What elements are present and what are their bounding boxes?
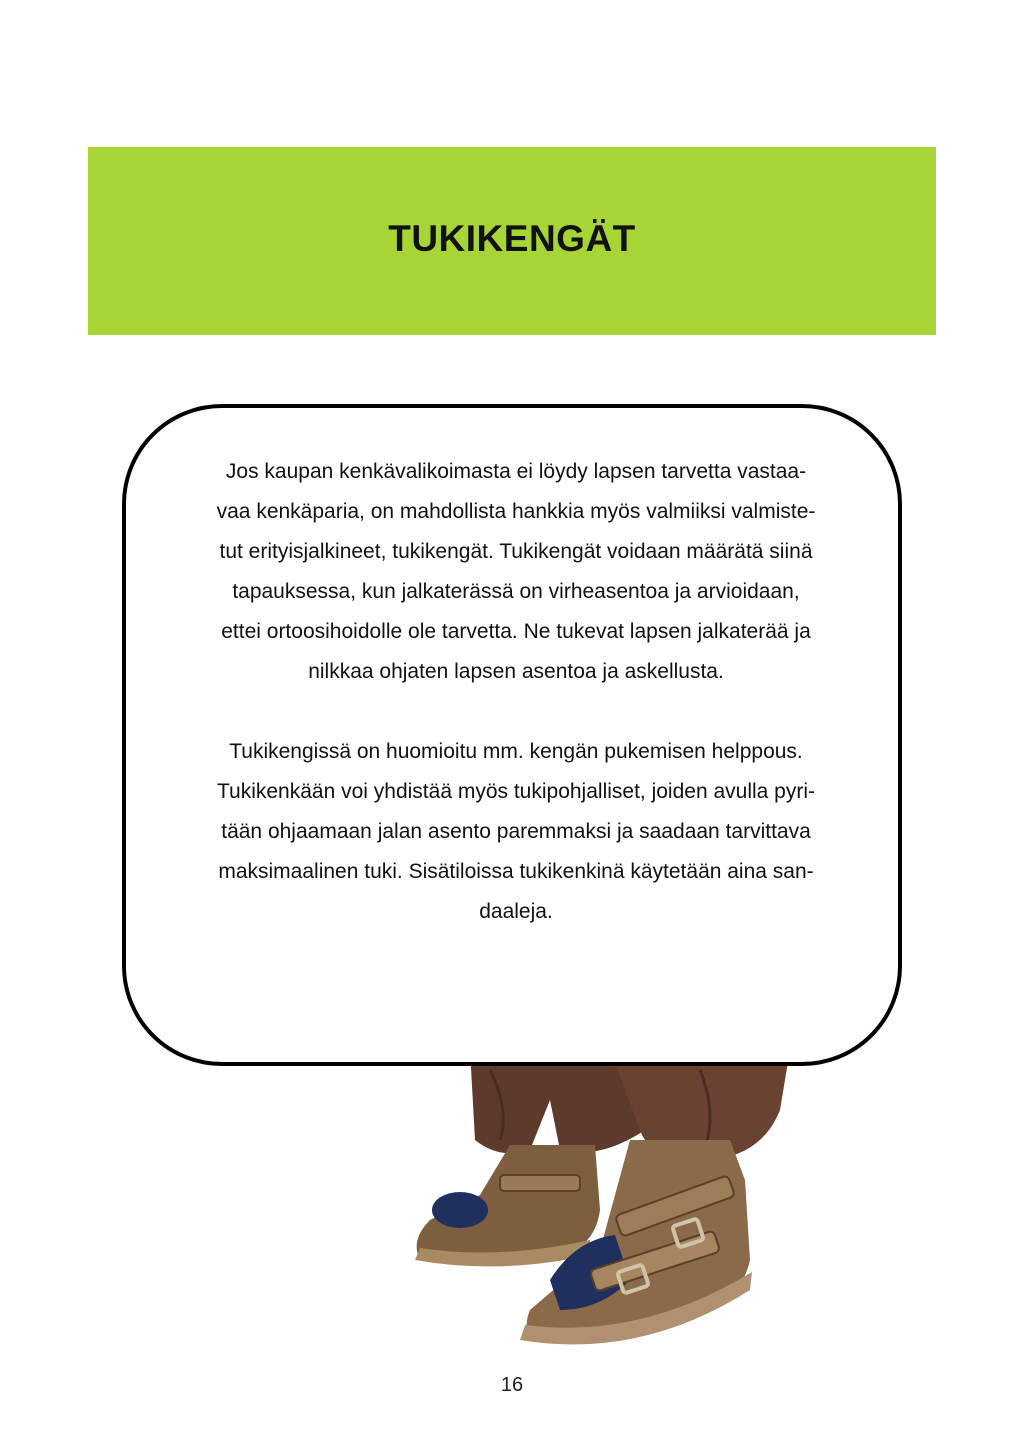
text-line: ettei ortoosihoidolle ole tarvetta. Ne tukevat lapsen jalkaterää ja <box>221 620 811 643</box>
page-title: TUKIKENGÄT <box>388 218 636 259</box>
text-box <box>122 404 902 1066</box>
text-line: vaa kenkäparia, on mahdollista hankkia myös valmiiksi valmiste- <box>216 500 816 523</box>
page-number: 16 <box>500 1374 524 1396</box>
text-line: maksimaalinen tuki. Sisätiloissa tukikenkinä käytetään aina san- <box>218 860 814 883</box>
text-line: tut erityisjalkineet, tukikengät. Tukikengät voidaan määrätä siinä <box>219 540 813 563</box>
paragraph-2 <box>164 732 868 932</box>
text-line: tään ohjaamaan jalan asento paremmaksi ja saadaan tarvittava <box>221 820 811 843</box>
text-line: Tukikenkään voi yhdistää myös tukipohjalliset, joiden avulla pyri- <box>216 780 816 803</box>
title-banner <box>88 147 936 335</box>
paragraph-1 <box>164 452 868 692</box>
text-line: Jos kaupan kenkävalikoimasta ei löydy lapsen tarvetta vastaa- <box>225 460 807 483</box>
text-line: nilkkaa ohjaten lapsen asentoa ja askellusta. <box>308 660 724 683</box>
text-line: daaleja. <box>479 900 553 923</box>
text-line: Tukikengissä on huomioitu mm. kengän pukemisen helppous. <box>229 740 803 763</box>
text-line: tapauksessa, kun jalkaterässä on virheasentoa ja arvioidaan, <box>232 580 800 603</box>
